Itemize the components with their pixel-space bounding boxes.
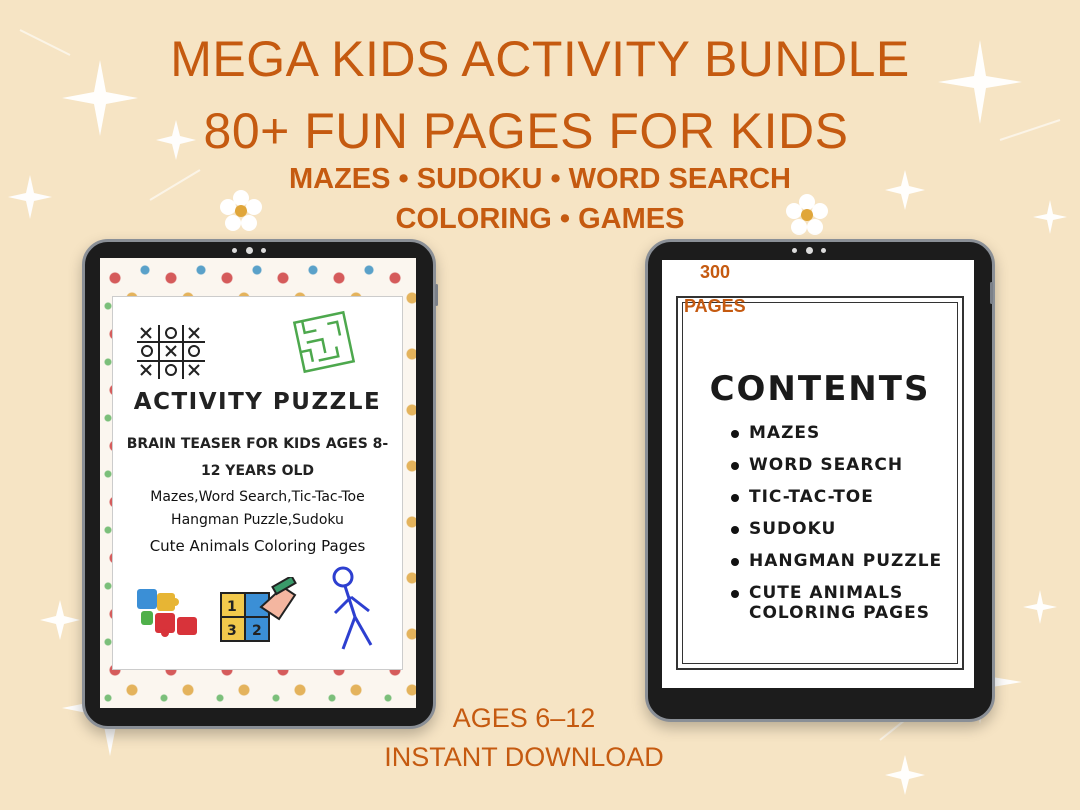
contents-title: CONTENTS xyxy=(709,369,931,409)
svg-text:3: 3 xyxy=(227,623,237,639)
ages-label: AGES 6–12 xyxy=(452,703,596,733)
cover-page xyxy=(112,296,403,670)
tic-tac-toe-icon xyxy=(135,323,207,381)
volume-button xyxy=(990,282,993,304)
right-screen xyxy=(662,260,974,688)
list-item: WORD SEARCH xyxy=(731,455,942,487)
instant-download-label: INSTANT DOWNLOAD xyxy=(384,742,664,772)
list-item: HANGMAN PUZZLE xyxy=(731,551,942,583)
page-count-label: PAGES xyxy=(684,296,746,316)
cover-title: ACTIVITY PUZZLE xyxy=(133,389,382,415)
page-count: 300 xyxy=(700,262,731,282)
cover-line-3: Cute Animals Coloring Pages xyxy=(149,537,366,555)
cover-line-2: Hangman Puzzle,Sudoku xyxy=(171,512,344,528)
volume-button xyxy=(435,284,438,306)
sensor-icon xyxy=(792,248,797,253)
stick-figure-icon xyxy=(325,565,385,655)
subtitle: 80+ FUN PAGES FOR KIDS xyxy=(203,103,849,159)
maze-icon xyxy=(291,309,357,375)
main-title: MEGA KIDS ACTIVITY BUNDLE xyxy=(170,31,910,87)
cover-subtitle: BRAIN TEASER FOR KIDS AGES 8-12 YEARS OLD xyxy=(126,436,389,479)
puzzle-pieces-icon xyxy=(133,583,205,645)
list-item: CUTE ANIMALS COLORING PAGES xyxy=(731,583,939,623)
list-item: MAZES xyxy=(731,423,942,455)
categories-line-2: COLORING • GAMES xyxy=(395,203,685,235)
camera-icon xyxy=(806,247,813,254)
left-tablet xyxy=(82,239,436,729)
sensor-icon xyxy=(232,248,237,253)
cover-line-1: Mazes,Word Search,Tic-Tac-Toe xyxy=(150,489,365,505)
sudoku-hand-icon xyxy=(217,577,303,653)
contents-list xyxy=(731,423,942,623)
camera-icon xyxy=(246,247,253,254)
categories-line-1: MAZES • SUDOKU • WORD SEARCH xyxy=(288,163,792,195)
list-item: SUDOKU xyxy=(731,519,942,551)
svg-text:1: 1 xyxy=(227,599,237,615)
left-screen xyxy=(100,258,416,708)
contents-page xyxy=(676,296,964,670)
svg-text:2: 2 xyxy=(252,623,262,639)
list-item: TIC-TAC-TOE xyxy=(731,487,942,519)
sensor-icon xyxy=(261,248,266,253)
sensor-icon xyxy=(821,248,826,253)
